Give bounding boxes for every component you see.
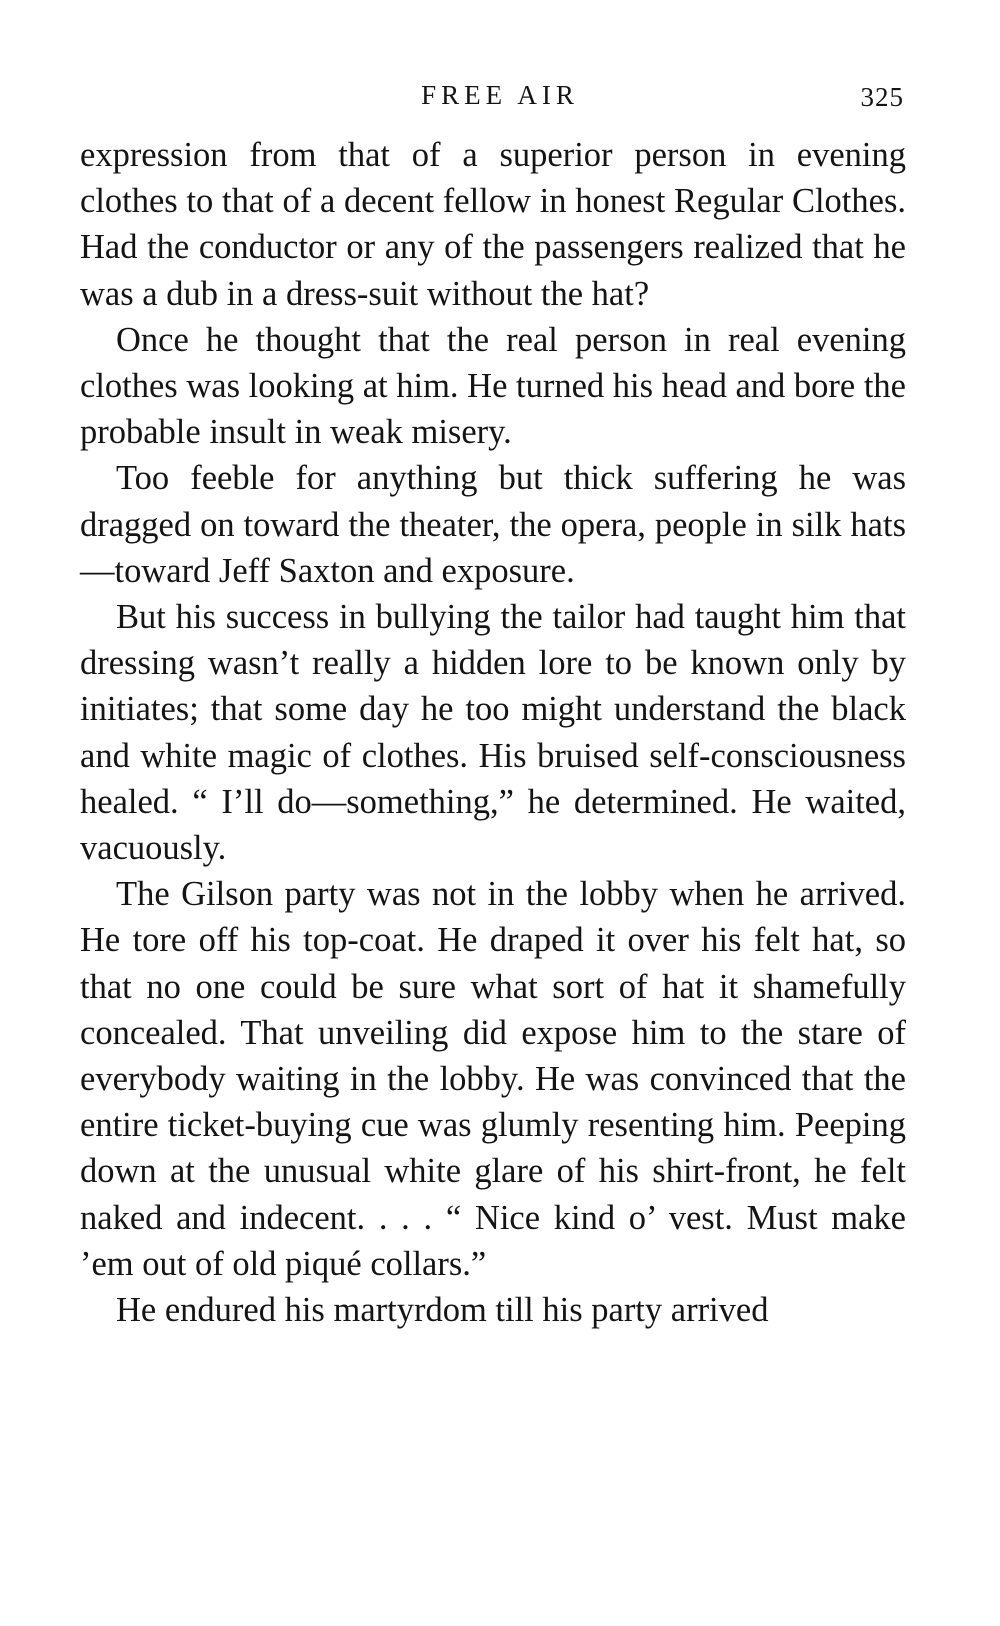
running-head — [0, 76, 1000, 116]
paragraph: The Gilson party was not in the lobby when he arrived. He tore off his top-coat. He draped it over his felt hat, so that no one could be sure what sort of hat it shamefully concealed. That unveiling did expose him to the stare of everybody waiting in the lobby. He was convinced that the entire ticket-buying cue was glumly resenting him. Peeping down at the unusual white glare of his shirt-front, he felt naked and indecent. . . . “ Nice kind o’ vest. Must make ’em out of old piqué collars.” — [80, 875, 906, 1283]
paragraph: He endured his martyrdom till his party arrived — [116, 1291, 769, 1330]
body-text — [80, 132, 906, 1333]
paragraph: Once he thought that the real person in real evening clothes was looking at him. He turned his head and bore the probable insult in weak misery. — [80, 320, 906, 452]
page-number: 325 — [860, 82, 904, 112]
paragraph: But his success in bullying the tailor had taught him that dressing wasn’t really a hidden lore to be known only by initiates; that some day he too might understand the black and white magic of clothes. His bruised self-consciousness healed. “ I’ll do—something,” he determined. He waited, vacuously. — [80, 598, 906, 868]
paragraph: expression from that of a superior person in evening clothes to that of a decent fellow in honest Regular Clothes. Had the conductor or any of the passengers realized that he was a dub in a dress-suit without the hat? — [80, 136, 906, 313]
paragraph: Too feeble for anything but thick suffering he was dragged on toward the theater, the opera, people in silk hats—toward Jeff Saxton and exposure. — [80, 459, 906, 590]
running-title: FREE AIR — [421, 80, 579, 110]
